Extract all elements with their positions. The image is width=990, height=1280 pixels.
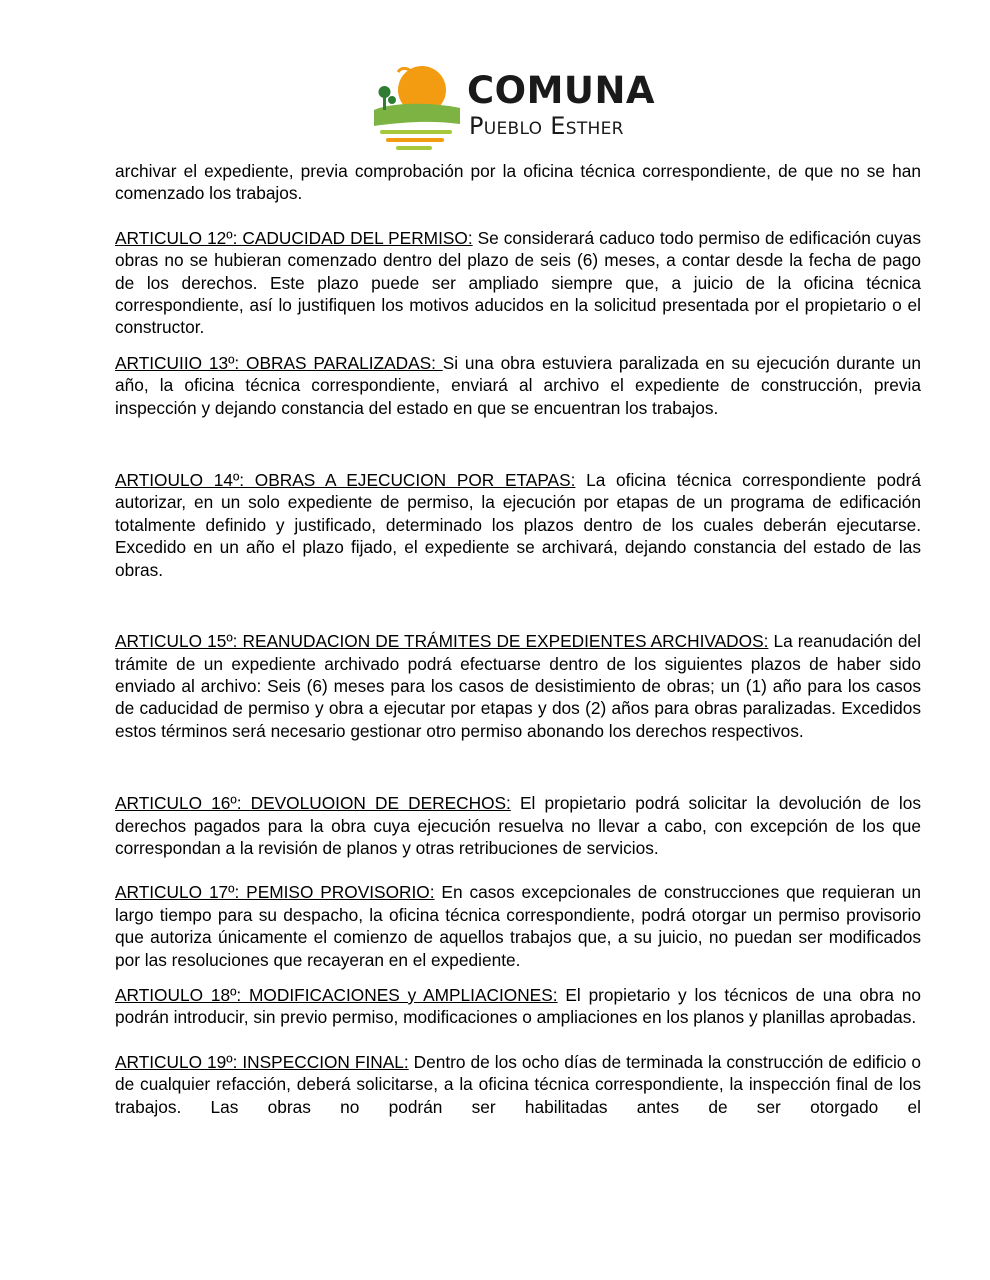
article-heading: ARTICULO 15º: REANUDACION DE TRÁMITES DE EXPEDIENTES ARCHIVADOS:: [115, 631, 769, 652]
article-body: El propietario y los técnicos de una obra no podrán introducir, sin previo permiso, modificaciones o ampliaciones en los planos y planillas aprobadas.: [115, 984, 921, 1028]
article-heading: ARTICULO 19º: INSPECCION FINAL:: [115, 1051, 409, 1072]
article-body: La oficina técnica correspondiente podrá autorizar, en un solo expediente de permiso, la ejecución por etapas de un programa de edificación totalmente definido y justificado, determinado los plazos dentro de los cuales deberán ejecutarse. Excedido en un año el plazo fijado, el expediente se archivará, dejando constancia del estado de las obras.: [115, 470, 921, 580]
article-15: [115, 630, 921, 742]
paragraph-body: archivar el expediente, previa comprobación por la oficina técnica correspondiente, de que no se han comenzado los trabajos.: [115, 161, 921, 204]
comuna-logo-icon: [372, 62, 462, 154]
paragraph-continuation: [115, 160, 921, 205]
article-12: [115, 227, 921, 339]
document-body: [115, 160, 921, 1118]
article-body: La reanudación del trámite de un expediente archivado podrá efectuarse dentro de los siguientes plazos de haber sido enviado al archivo: Seis (6) meses para los casos de desistimiento de obras; un (1) año para los casos de caducidad de permiso y obra a ejecutar por etapas y dos (2) años para obras paralizadas. Excedidos estos términos será necesario gestionar otro permiso abonando los derechos respectivos.: [115, 631, 922, 741]
article-heading: ARTICUIIO 13º: OBRAS PARALIZADAS:: [115, 352, 443, 373]
article-body: El propietario podrá solicitar la devolución de los derechos pagados para la obra cuya ejecución resuelva no llevar a cabo, con excepción de los que correspondan a la revisión de planos y otras retribuciones de servicios.: [115, 793, 921, 858]
article-heading: ARTICULO 12º: CADUCIDAD DEL PERMISO:: [115, 227, 473, 248]
article-19: [115, 1051, 921, 1118]
article-heading: ARTICULO 17º: PEMISO PROVISORIO:: [115, 882, 435, 903]
article-14: [115, 469, 921, 581]
article-heading: ARTICULO 16º: DEVOLUOION DE DERECHOS:: [115, 793, 511, 814]
article-heading: ARTIOULO 14º: OBRAS A EJECUCION POR ETAPAS:: [115, 470, 576, 491]
article-body: Si una obra estuviera paralizada en su ejecución durante un año, la oficina técnica correspondiente, enviará al archivo el expediente de construcción, previa inspección y dejando constancia del estado en que se encuentran los trabajos.: [115, 352, 922, 418]
logo-title: COMUNA: [467, 69, 656, 112]
logo-subtitle: Pueblo Esther: [469, 112, 624, 140]
page-header: [372, 62, 672, 154]
article-18: [115, 984, 921, 1029]
article-body: En casos excepcionales de construcciones que requieran un largo tiempo para su despacho, la oficina técnica correspondiente, podrá otorgar un permiso provisorio que autoriza únicamente el comienzo de aquellos trabajos que, a su juicio, no puedan ser modificados por las resoluciones que recayeran en el expediente.: [115, 882, 921, 970]
article-body: Dentro de los ocho días de terminada la construcción de edificio o de cualquier refacción, deberá solicitarse, a la oficina técnica correspondiente, la inspección final de los trabajos. Las obras no podrán ser habilitadas antes de ser otorgado el: [115, 1051, 922, 1117]
article-heading: ARTIOULO 18º: MODIFICACIONES y AMPLIACIONES:: [115, 984, 558, 1005]
article-13: [115, 352, 921, 419]
article-16: [115, 792, 921, 859]
article-17: [115, 881, 921, 971]
article-body: Se considerará caduco todo permiso de edificación cuyas obras no se hubieran comenzado dentro del plazo de seis (6) meses, a contar desde la fecha de pago de los derechos. Este plazo puede ser ampliado siempre que, a juicio de la oficina técnica correspondiente, así lo justifiquen los motivos aducidos en la solicitud presentada por el propietario o el constructor.: [115, 227, 921, 338]
